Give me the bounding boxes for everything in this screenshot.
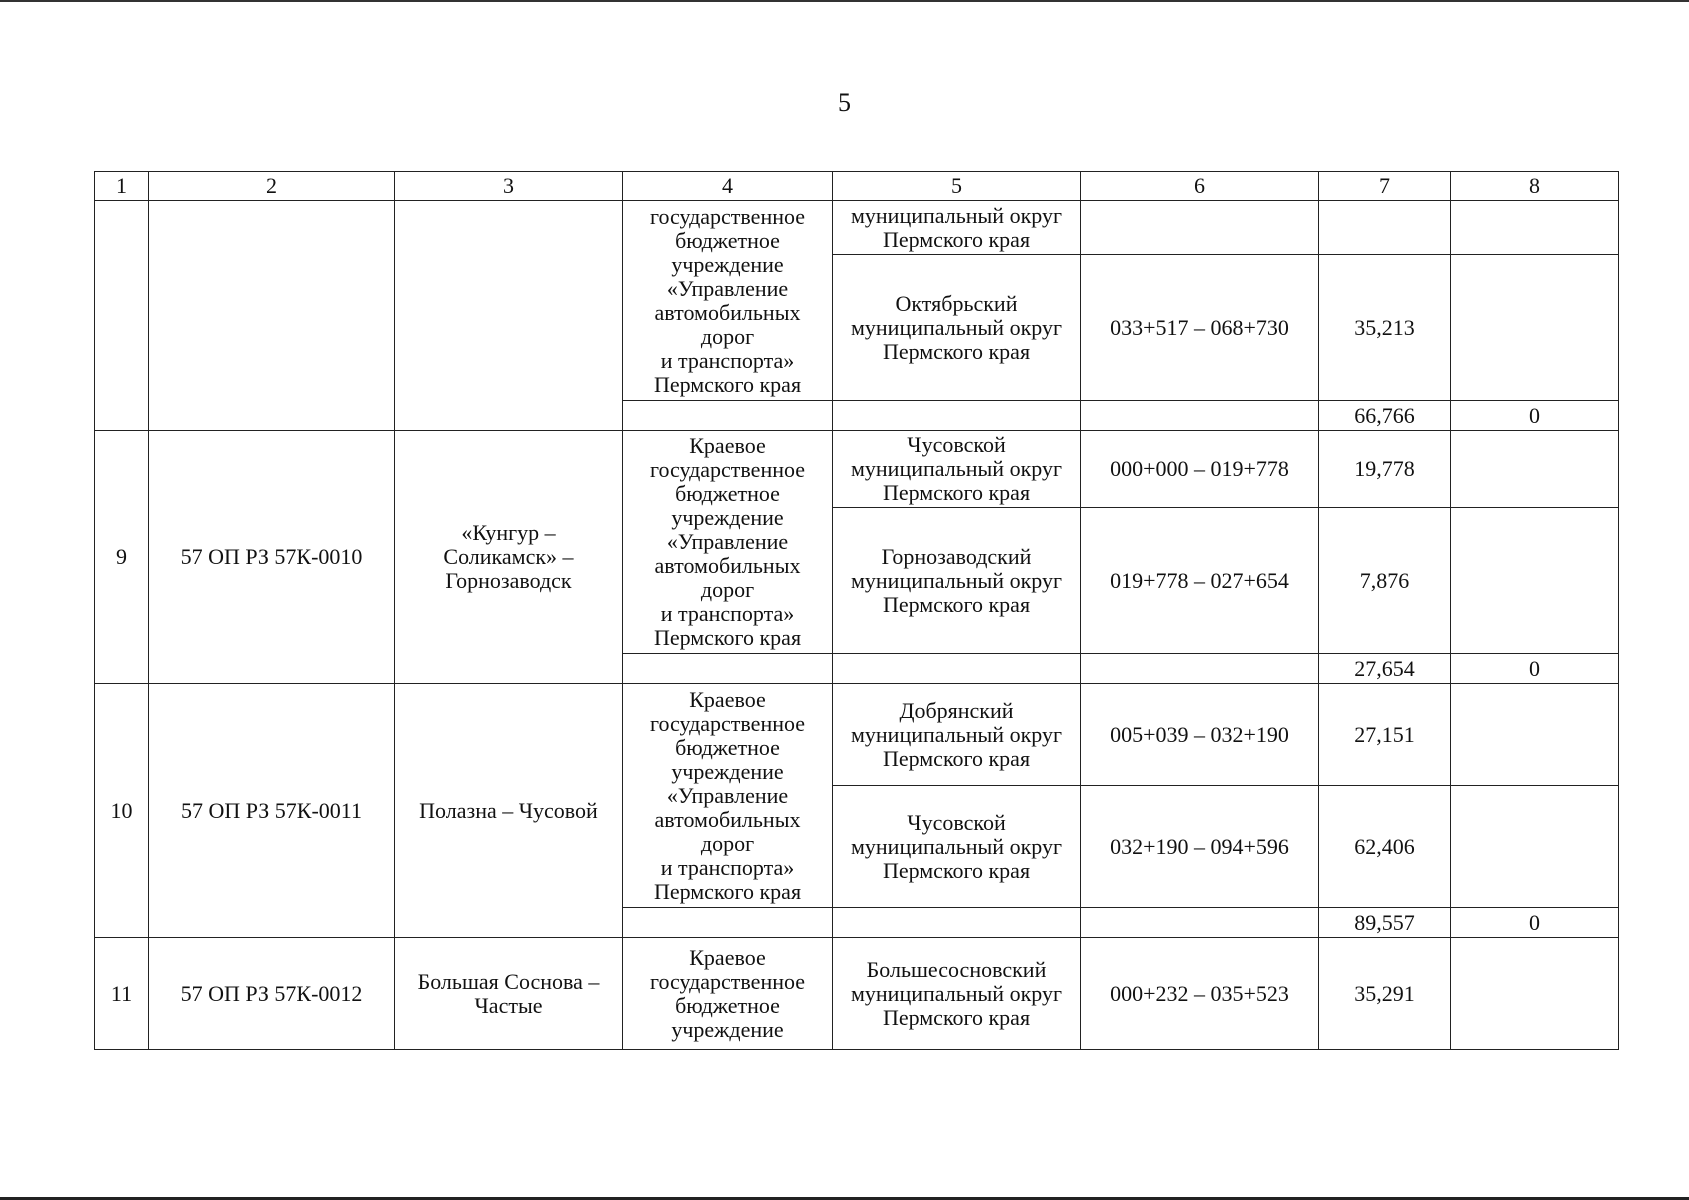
cell-num: 9 bbox=[95, 431, 149, 684]
cell-col8 bbox=[1451, 938, 1619, 1050]
cell-length: 27,151 bbox=[1319, 684, 1451, 786]
cell-empty bbox=[833, 908, 1081, 938]
cell-col8-total: 0 bbox=[1451, 908, 1619, 938]
cell-km-range: 000+232 – 035+523 bbox=[1081, 938, 1319, 1050]
cell-num: 11 bbox=[95, 938, 149, 1050]
cell-col8 bbox=[1451, 684, 1619, 786]
cell-road-id: 57 ОП РЗ 57К-0010 bbox=[149, 431, 395, 684]
cell-km-range: 032+190 – 094+596 bbox=[1081, 786, 1319, 908]
cell-km-range: 019+778 – 027+654 bbox=[1081, 508, 1319, 654]
page-number: 5 bbox=[838, 88, 851, 117]
table-header-row bbox=[95, 172, 1619, 201]
cell-num bbox=[95, 201, 149, 431]
cell-empty bbox=[623, 401, 833, 431]
cell-col8-total: 0 bbox=[1451, 654, 1619, 684]
cell-col8-total: 0 bbox=[1451, 401, 1619, 431]
cell-km-range: 000+000 – 019+778 bbox=[1081, 431, 1319, 508]
cell-length: 7,876 bbox=[1319, 508, 1451, 654]
cell-length bbox=[1319, 201, 1451, 255]
cell-empty bbox=[1081, 908, 1319, 938]
cell-district: Добрянский муниципальный округ Пермского края bbox=[833, 684, 1081, 786]
cell-total: 27,654 bbox=[1319, 654, 1451, 684]
cell-organization: Краевое государственное бюджетное учреждение «Управление автомобильных дорог и транспорта» Пермского края bbox=[623, 684, 833, 908]
cell-district: Чусовской муниципальный округ Пермского края bbox=[833, 431, 1081, 508]
cell-col8 bbox=[1451, 431, 1619, 508]
column-header: 3 bbox=[395, 172, 623, 201]
cell-empty bbox=[833, 654, 1081, 684]
column-header: 6 bbox=[1081, 172, 1319, 201]
table-row bbox=[95, 201, 1619, 255]
cell-road-id bbox=[149, 201, 395, 431]
cell-length: 19,778 bbox=[1319, 431, 1451, 508]
roads-table bbox=[94, 171, 1619, 1050]
cell-road-name: Полазна – Чусовой bbox=[395, 684, 623, 938]
cell-district: Октябрьский муниципальный округ Пермского края bbox=[833, 255, 1081, 401]
cell-empty bbox=[833, 401, 1081, 431]
table-row bbox=[95, 684, 1619, 786]
cell-num: 10 bbox=[95, 684, 149, 938]
cell-organization: Краевое государственное бюджетное учреждение «Управление автомобильных дорог и транспорта» Пермского края bbox=[623, 431, 833, 654]
cell-empty bbox=[1081, 401, 1319, 431]
cell-road-id: 57 ОП РЗ 57К-0011 bbox=[149, 684, 395, 938]
cell-km-range: 033+517 – 068+730 bbox=[1081, 255, 1319, 401]
cell-road-name: «Кунгур – Соликамск» – Горнозаводск bbox=[395, 431, 623, 684]
cell-length: 62,406 bbox=[1319, 786, 1451, 908]
page-top-edge bbox=[0, 0, 1689, 2]
cell-total: 66,766 bbox=[1319, 401, 1451, 431]
cell-km-range bbox=[1081, 201, 1319, 255]
cell-empty bbox=[623, 654, 833, 684]
cell-organization: государственное бюджетное учреждение «Управление автомобильных дорог и транспорта» Пермского края bbox=[623, 201, 833, 401]
cell-road-name bbox=[395, 201, 623, 431]
cell-organization: Краевое государственное бюджетное учреждение bbox=[623, 938, 833, 1050]
cell-district: Чусовской муниципальный округ Пермского края bbox=[833, 786, 1081, 908]
table-row bbox=[95, 431, 1619, 508]
cell-col8 bbox=[1451, 786, 1619, 908]
cell-empty bbox=[1081, 654, 1319, 684]
cell-road-name: Большая Соснова – Частые bbox=[395, 938, 623, 1050]
cell-district: Горнозаводский муниципальный округ Пермского края bbox=[833, 508, 1081, 654]
cell-road-id: 57 ОП РЗ 57К-0012 bbox=[149, 938, 395, 1050]
cell-length: 35,213 bbox=[1319, 255, 1451, 401]
column-header: 8 bbox=[1451, 172, 1619, 201]
column-header: 1 bbox=[95, 172, 149, 201]
column-header: 5 bbox=[833, 172, 1081, 201]
cell-total: 89,557 bbox=[1319, 908, 1451, 938]
column-header: 4 bbox=[623, 172, 833, 201]
cell-district: муниципальный округ Пермского края bbox=[833, 201, 1081, 255]
table-row bbox=[95, 938, 1619, 1050]
cell-km-range: 005+039 – 032+190 bbox=[1081, 684, 1319, 786]
cell-col8 bbox=[1451, 508, 1619, 654]
cell-length: 35,291 bbox=[1319, 938, 1451, 1050]
cell-empty bbox=[623, 908, 833, 938]
cell-col8 bbox=[1451, 255, 1619, 401]
cell-col8 bbox=[1451, 201, 1619, 255]
cell-district: Большесосновский муниципальный округ Пермского края bbox=[833, 938, 1081, 1050]
column-header: 7 bbox=[1319, 172, 1451, 201]
column-header: 2 bbox=[149, 172, 395, 201]
